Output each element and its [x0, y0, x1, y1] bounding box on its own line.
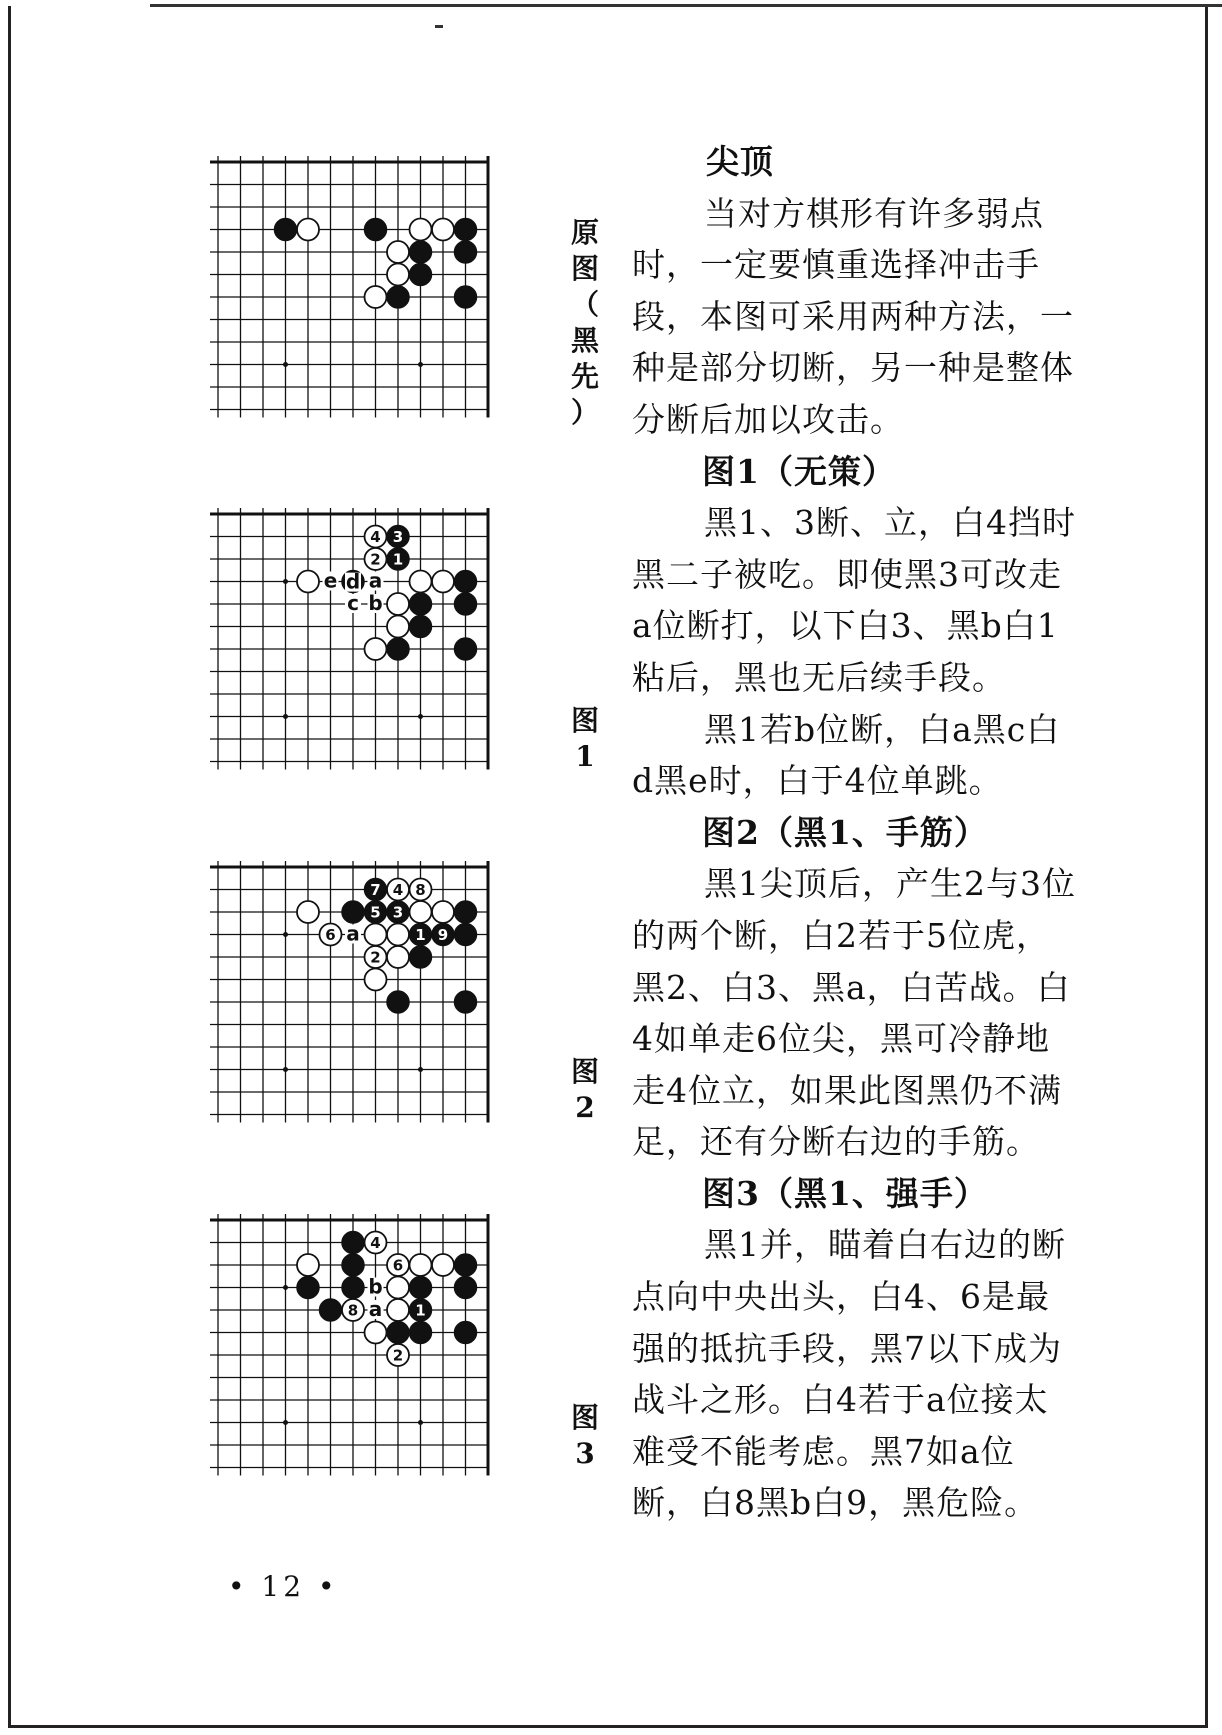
caption-figure-3: 图 3 — [570, 1401, 599, 1470]
go-board-figure-3 — [218, 1220, 538, 1524]
section-title: 尖顶 — [706, 142, 774, 181]
black-stone — [455, 638, 477, 660]
white-stone — [365, 638, 387, 660]
white-stone — [410, 1254, 432, 1276]
point-letter: e — [323, 568, 338, 593]
stone-number: 4 — [370, 1234, 381, 1252]
black-stone — [410, 946, 432, 968]
stone-number: 6 — [325, 926, 336, 944]
scan-mark — [435, 25, 443, 28]
black-stone — [455, 1254, 477, 1276]
black-stone — [455, 286, 477, 308]
white-stone — [410, 901, 432, 923]
white-stone — [387, 946, 409, 968]
black-stone — [455, 1277, 477, 1299]
white-stone — [410, 571, 432, 593]
black-stone — [365, 219, 387, 241]
white-stone — [387, 241, 409, 263]
white-stone — [297, 219, 319, 241]
point-letter: d — [345, 569, 361, 594]
white-stone — [297, 1254, 319, 1276]
figure-2-heading: 图2（黑1、手筋） — [702, 812, 988, 852]
black-stone — [320, 1299, 342, 1321]
go-board-original — [218, 162, 538, 466]
black-stone — [342, 1277, 364, 1299]
black-stone — [410, 593, 432, 615]
black-stone — [455, 901, 477, 923]
point-letter: a — [368, 568, 383, 593]
stone-number: 2 — [370, 550, 381, 569]
black-stone — [410, 1322, 432, 1344]
stone-number: 2 — [370, 948, 381, 967]
black-stone — [342, 1232, 364, 1254]
black-stone — [410, 616, 432, 638]
go-board-figure-1 — [218, 514, 538, 818]
black-stone — [387, 638, 409, 660]
figure-3-heading: 图3（黑1、强手） — [702, 1173, 988, 1213]
black-stone — [387, 991, 409, 1013]
black-stone — [387, 1322, 409, 1344]
caption-figure-2: 图 2 — [570, 1055, 599, 1124]
black-stone — [275, 219, 297, 241]
white-stone — [387, 1299, 409, 1321]
black-stone — [455, 219, 477, 241]
white-stone — [387, 1277, 409, 1299]
figure-2-paragraph: 黑1尖顶后，产生2与3位的两个断，白2若于5位虎，黑2、白3、黑a，白苦战。白4如单走6位尖，黑可冷静地走4位立，如果此图黑仍不满足，还有分断右边的手筋。 — [632, 864, 1076, 1162]
black-stone — [455, 1322, 477, 1344]
caption-original: 原 图 （ 黑 先 ） — [570, 216, 599, 429]
stone-number: 2 — [392, 1346, 404, 1365]
stone-number: 1 — [392, 550, 404, 569]
stone-number: 3 — [392, 903, 404, 922]
white-stone — [387, 924, 409, 946]
stone-number: 1 — [415, 926, 426, 944]
black-stone — [387, 286, 409, 308]
black-stone — [410, 241, 432, 263]
page-number: • 12 • — [228, 1570, 339, 1603]
white-stone — [387, 264, 409, 286]
figure-1-paragraph-1: 黑1、3断、立，白4挡时黑二子被吃。即使黑3可改走a位断打，以下白3、黑b白1粘后，黑也无后续手段。 — [632, 503, 1076, 697]
white-stone — [432, 219, 454, 241]
stone-number: 3 — [392, 528, 404, 546]
page-top-edge — [150, 4, 1222, 7]
black-stone — [410, 1277, 432, 1299]
black-stone — [455, 571, 477, 593]
figure-1-heading: 图1（无策） — [702, 451, 896, 491]
white-stone — [365, 286, 387, 308]
figure-1-paragraph-2: 黑1若b位断，白a黑c白d黑e时，白于4位单跳。 — [632, 709, 1061, 801]
black-stone — [455, 241, 477, 263]
white-stone — [365, 1322, 387, 1344]
black-stone — [455, 991, 477, 1013]
black-stone — [297, 1277, 319, 1299]
intro-paragraph: 当对方棋形有许多弱点时，一定要慎重选择冲击手段，本图可采用两种方法，一种是部分切断，另一种是整体分断后加以攻击。 — [632, 193, 1074, 439]
figure-3-paragraph: 黑1并，瞄着白右边的断点向中央出头，白4、6是最强的抵抗手段，黑7以下成为战斗之形。白4若于a位接太难受不能考虑。黑7如a位断，白8黑b白9，黑危险。 — [632, 1225, 1066, 1523]
stone-number: 9 — [437, 926, 449, 944]
white-stone — [365, 969, 387, 991]
stone-number: 6 — [392, 1256, 404, 1275]
white-stone — [432, 1254, 454, 1276]
go-board-figure-2 — [218, 867, 538, 1171]
point-letter: a — [346, 921, 360, 946]
stone-number: 7 — [370, 881, 381, 899]
stone-number: 1 — [415, 1301, 426, 1320]
board-grid — [210, 861, 488, 1123]
board-grid — [210, 508, 488, 770]
white-stone — [387, 593, 409, 615]
black-stone — [342, 1254, 364, 1276]
board-grid — [210, 156, 488, 418]
white-stone — [365, 924, 387, 946]
point-letter: a — [368, 1297, 383, 1321]
white-stone — [297, 901, 319, 923]
white-stone — [432, 901, 454, 923]
point-letter: b — [368, 591, 383, 615]
black-stone — [342, 901, 364, 923]
stone-number: 5 — [370, 903, 381, 922]
stone-number: 4 — [392, 881, 404, 899]
body-text — [632, 136, 1082, 1529]
white-stone — [432, 571, 454, 593]
white-stone — [297, 571, 319, 593]
white-stone — [387, 616, 409, 638]
stone-number: 4 — [370, 528, 381, 546]
stone-number: 8 — [347, 1301, 359, 1320]
caption-figure-1: 图 1 — [570, 704, 599, 773]
black-stone — [455, 924, 477, 946]
point-letter: c — [347, 591, 359, 615]
black-stone — [410, 264, 432, 286]
stone-number: 8 — [415, 881, 426, 899]
point-letter: b — [368, 1274, 383, 1299]
black-stone — [455, 593, 477, 615]
white-stone — [410, 219, 432, 241]
